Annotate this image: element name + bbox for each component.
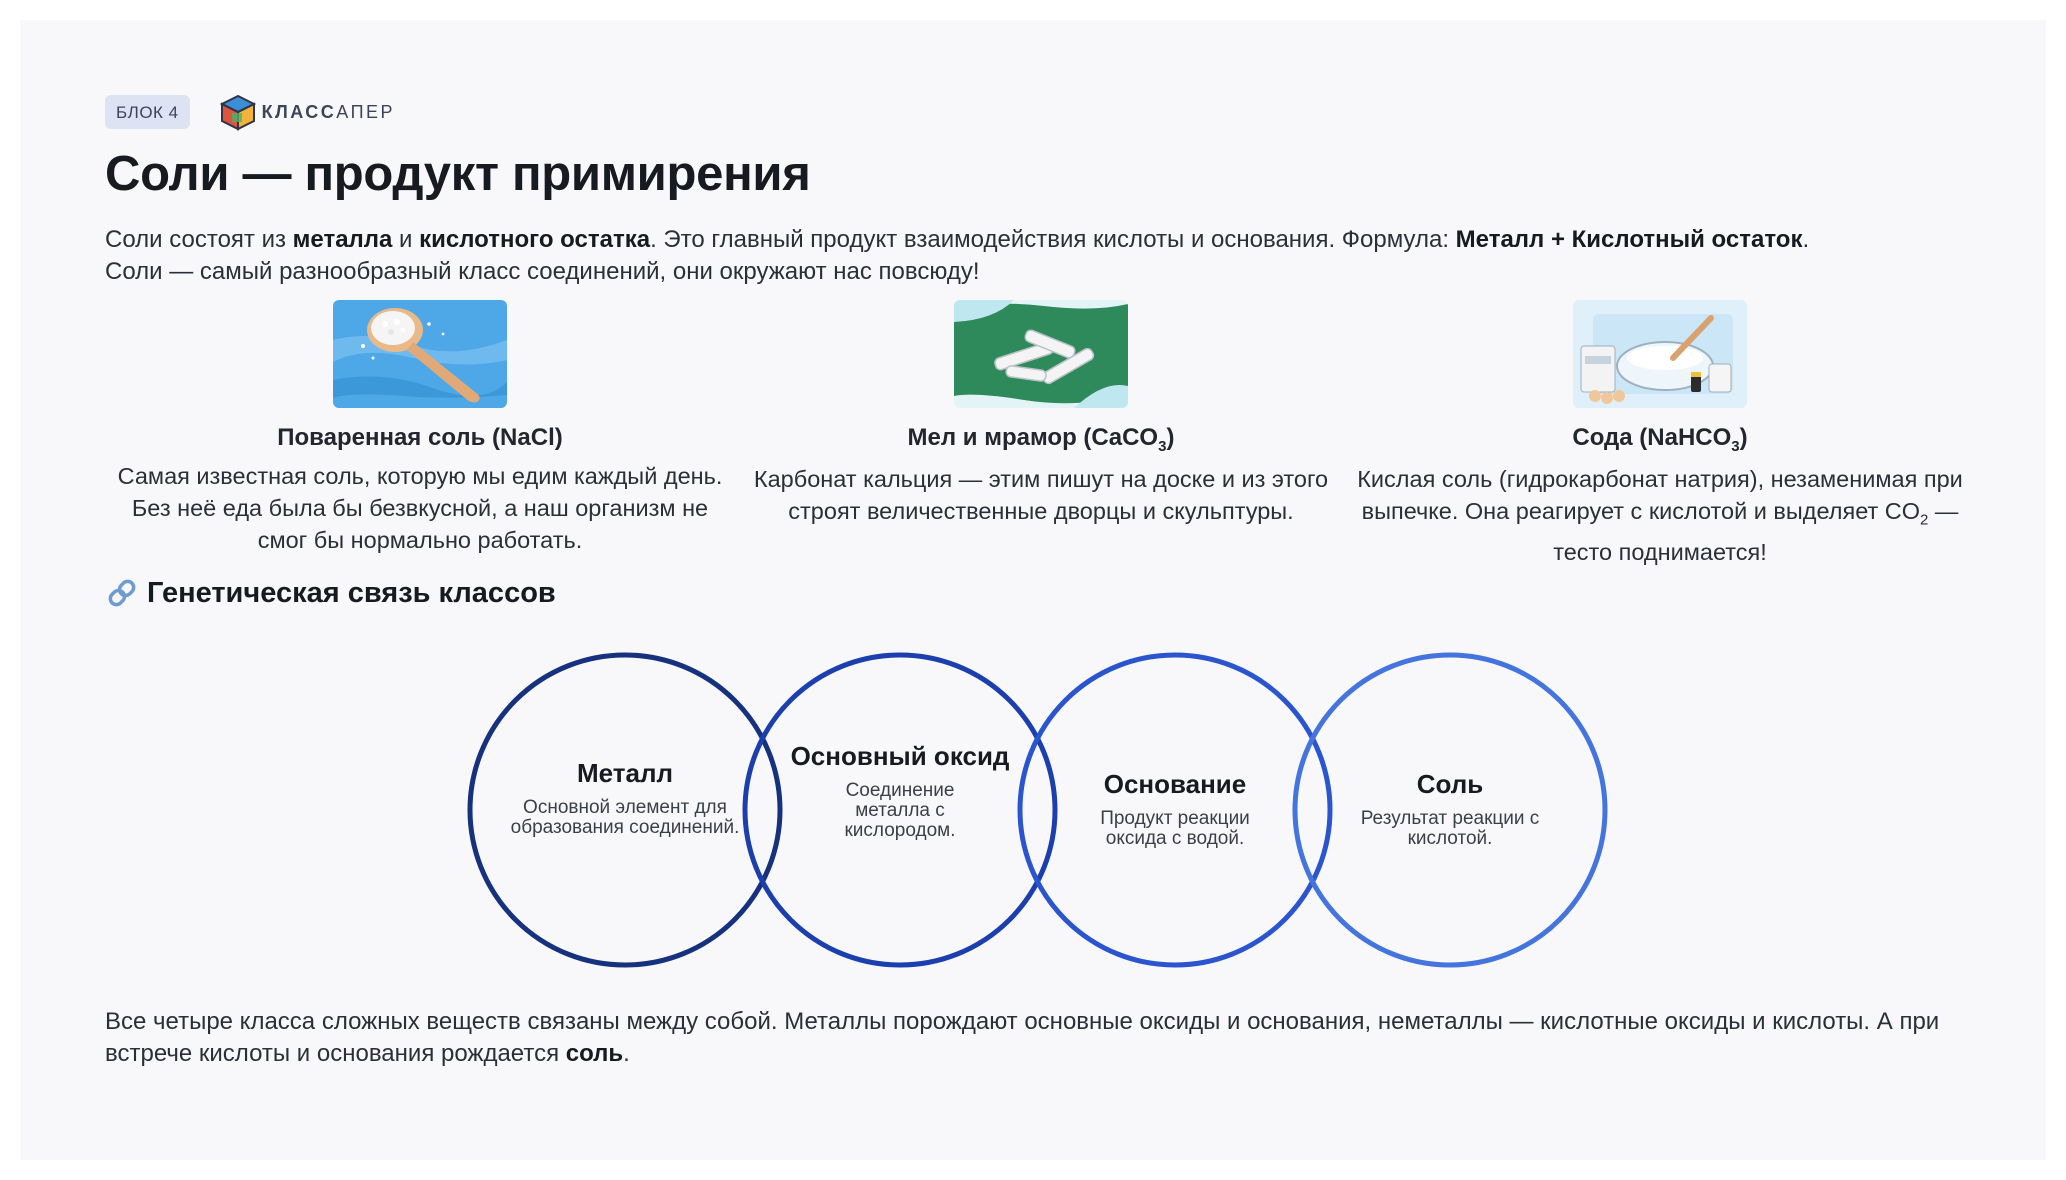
section-title: Генетическая связь классов: [105, 576, 1955, 610]
logo-text: КЛАССАПЕР: [261, 101, 396, 122]
chalk-pieces-illustration: [954, 300, 1128, 408]
card-chalk-marble: [736, 300, 1346, 527]
circle-label-base: Основание Продукт реакции оксида с водой.: [1100, 769, 1250, 849]
card-text: Самая известная соль, которую мы едим каждый день. Без неё еда была бы безвкусной, а наш организм не смог бы нормально работать.: [117, 463, 723, 553]
card-text: Кислая соль (гидрокарбонат натрия), незаменимая при выпечке. Она реагирует с кислотой и выделяет $CO_2$ — тесто поднимается!: [1357, 465, 1963, 566]
card-title: Поваренная соль (NaCl): [277, 424, 563, 451]
card-table-salt: [115, 300, 725, 556]
card-title: Сода (NaHCO$_3$): [1572, 424, 1748, 455]
cube-logo-icon: [218, 93, 258, 131]
card-baking-soda: [1355, 300, 1965, 568]
circle-label-metal: Металл Основной элемент для образования соединений.: [510, 758, 740, 838]
salt-cards: [105, 300, 1963, 566]
page-title: Соли — продукт примирения: [105, 147, 811, 201]
footer-text: Все четыре класса сложных веществ связаны между собой. Металлы порождают основные оксиды и основания, неметаллы — кислотные оксиды и кислоты. А при встрече кислоты и основания рождается соль.: [105, 1008, 1940, 1067]
circle-label-salt: Соль Результат реакции с кислотой.: [1360, 769, 1540, 849]
genetic-link-diagram: [440, 632, 1640, 992]
logo: [218, 93, 395, 131]
baking-soda-illustration: [1573, 300, 1747, 408]
circle-label-basic-oxide: Основный оксид Соединение металла с кислородом.: [790, 741, 1010, 841]
slide-content: [105, 88, 1963, 610]
block-badge: БЛОК 4: [105, 95, 190, 129]
intro-text: Соли состоят из металла и кислотного остатка. Это главный продукт взаимодействия кислоты и основания. Формула: Металл + Кислотный остаток. Соли — самый разнообразный класс соединений, они окружают нас повсюду!: [105, 226, 1810, 285]
salt-spoon-illustration: [333, 300, 507, 408]
card-text: Карбонат кальция — этим пишут на доске и из этого строят величественные дворцы и скульптуры.: [753, 465, 1329, 524]
link-icon: [105, 576, 139, 610]
header-row: [105, 88, 1955, 136]
card-title: Мел и мрамор (CaCO$_3$): [907, 424, 1175, 455]
